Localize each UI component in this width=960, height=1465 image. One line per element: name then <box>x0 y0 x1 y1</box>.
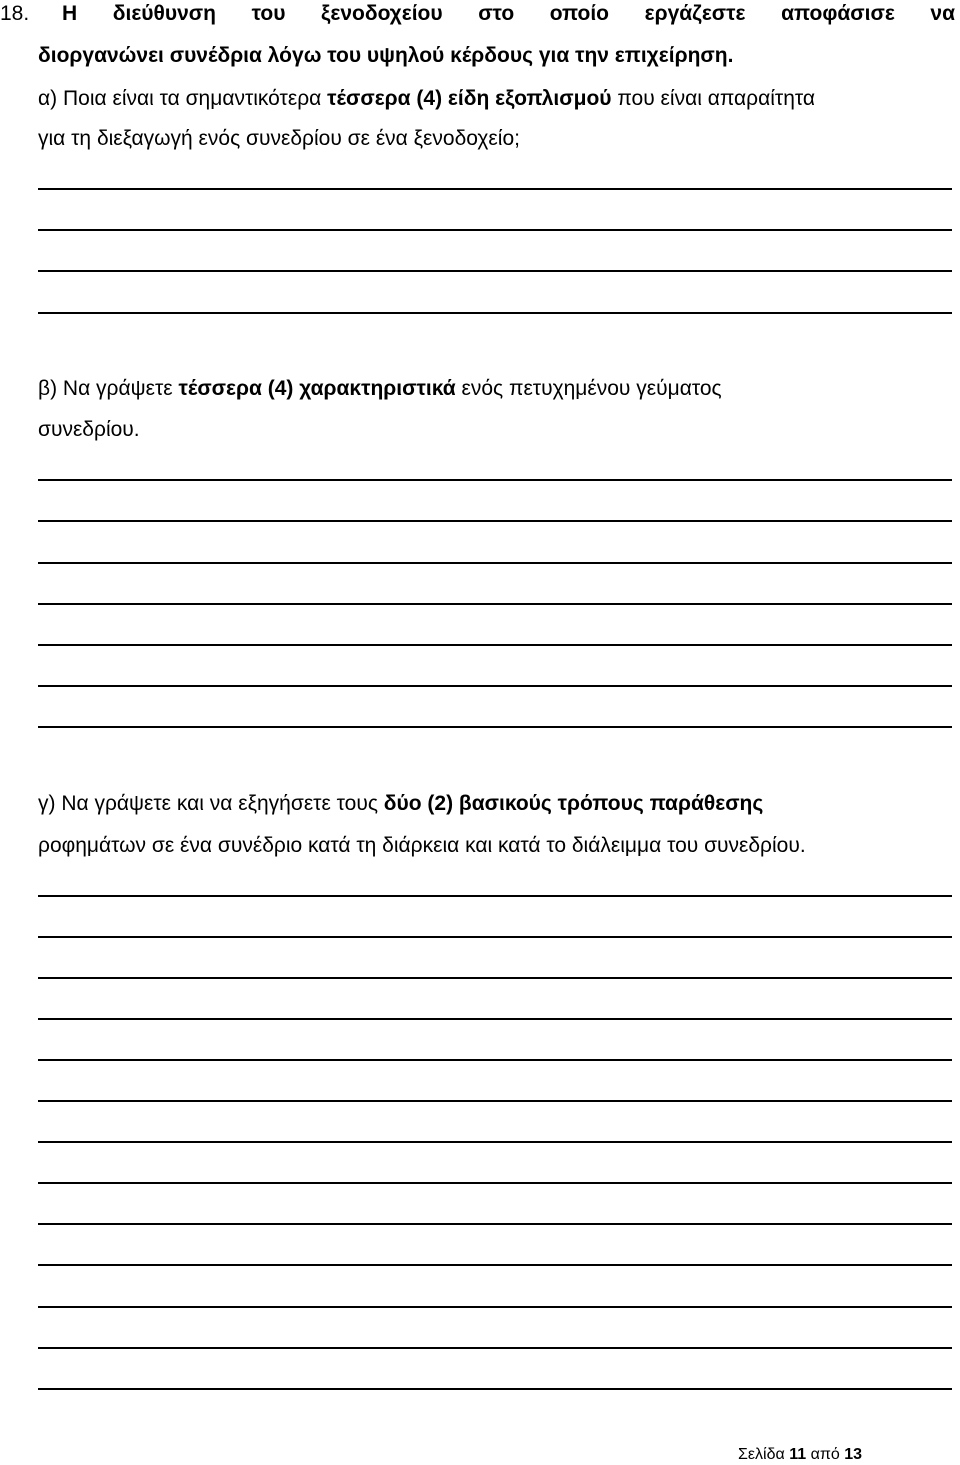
part-c-pre: γ) Να γράψετε και να εξηγήσετε τους <box>38 792 384 815</box>
answer-line[interactable] <box>38 520 952 522</box>
answer-line[interactable] <box>38 188 952 190</box>
answer-line[interactable] <box>38 895 952 897</box>
question-title-line1: Η διεύθυνση του ξενοδοχείου στο οποίο εργάζεστε αποφάσισε να <box>62 2 955 25</box>
answer-line[interactable] <box>38 603 952 605</box>
answer-line[interactable] <box>38 726 952 728</box>
part-c-line1 <box>38 792 763 816</box>
part-a-pre: α) Ποια είναι τα σημαντικότερα <box>38 87 328 110</box>
question-number: 18. <box>0 2 30 25</box>
part-b-pre: β) Να γράψετε <box>38 377 179 400</box>
answer-line[interactable] <box>38 1347 952 1349</box>
answer-line[interactable] <box>38 1059 952 1061</box>
footer-sep: από <box>810 1446 840 1463</box>
footer-current-page: 11 <box>789 1446 807 1463</box>
part-a-line1 <box>38 87 815 111</box>
answer-line[interactable] <box>38 1264 952 1266</box>
part-a-line2: για τη διεξαγωγή ενός συνεδρίου σε ένα ξενοδοχείο; <box>38 127 520 150</box>
part-b-post: ενός πετυχημένου γεύματος <box>455 377 722 400</box>
answer-line[interactable] <box>38 479 952 481</box>
answer-line[interactable] <box>38 312 952 314</box>
part-b-line1 <box>38 377 722 401</box>
part-b-bold: τέσσερα (4) χαρακτηριστικά <box>178 377 456 400</box>
answer-line[interactable] <box>38 562 952 564</box>
answer-line[interactable] <box>38 270 952 272</box>
part-c-line2: ροφημάτων σε ένα συνέδριο κατά τη διάρκεια και κατά το διάλειμμα του συνεδρίου. <box>38 834 806 857</box>
part-a-bold: τέσσερα (4) είδη εξοπλισμού <box>327 87 612 110</box>
question-title-line2: διοργανώνει συνέδρια λόγω του υψηλού κέρδους για την επιχείρηση. <box>38 44 734 67</box>
part-c-bold: δύο (2) βασικούς τρόπους παράθεσης <box>383 792 764 815</box>
footer-total-pages: 13 <box>844 1446 862 1463</box>
answer-line[interactable] <box>38 1388 952 1390</box>
footer-label: Σελίδα <box>738 1446 785 1463</box>
answer-line[interactable] <box>38 229 952 231</box>
part-a-post: που είναι απαραίτητα <box>611 87 816 110</box>
answer-line[interactable] <box>38 685 952 687</box>
part-b-line2: συνεδρίου. <box>38 418 140 441</box>
answer-line[interactable] <box>38 1100 952 1102</box>
answer-line[interactable] <box>38 1306 952 1308</box>
answer-line[interactable] <box>38 1018 952 1020</box>
answer-line[interactable] <box>38 1182 952 1184</box>
answer-line[interactable] <box>38 1141 952 1143</box>
answer-line[interactable] <box>38 977 952 979</box>
answer-line[interactable] <box>38 936 952 938</box>
page-footer <box>738 1446 862 1464</box>
answer-line[interactable] <box>38 1223 952 1225</box>
answer-line[interactable] <box>38 644 952 646</box>
